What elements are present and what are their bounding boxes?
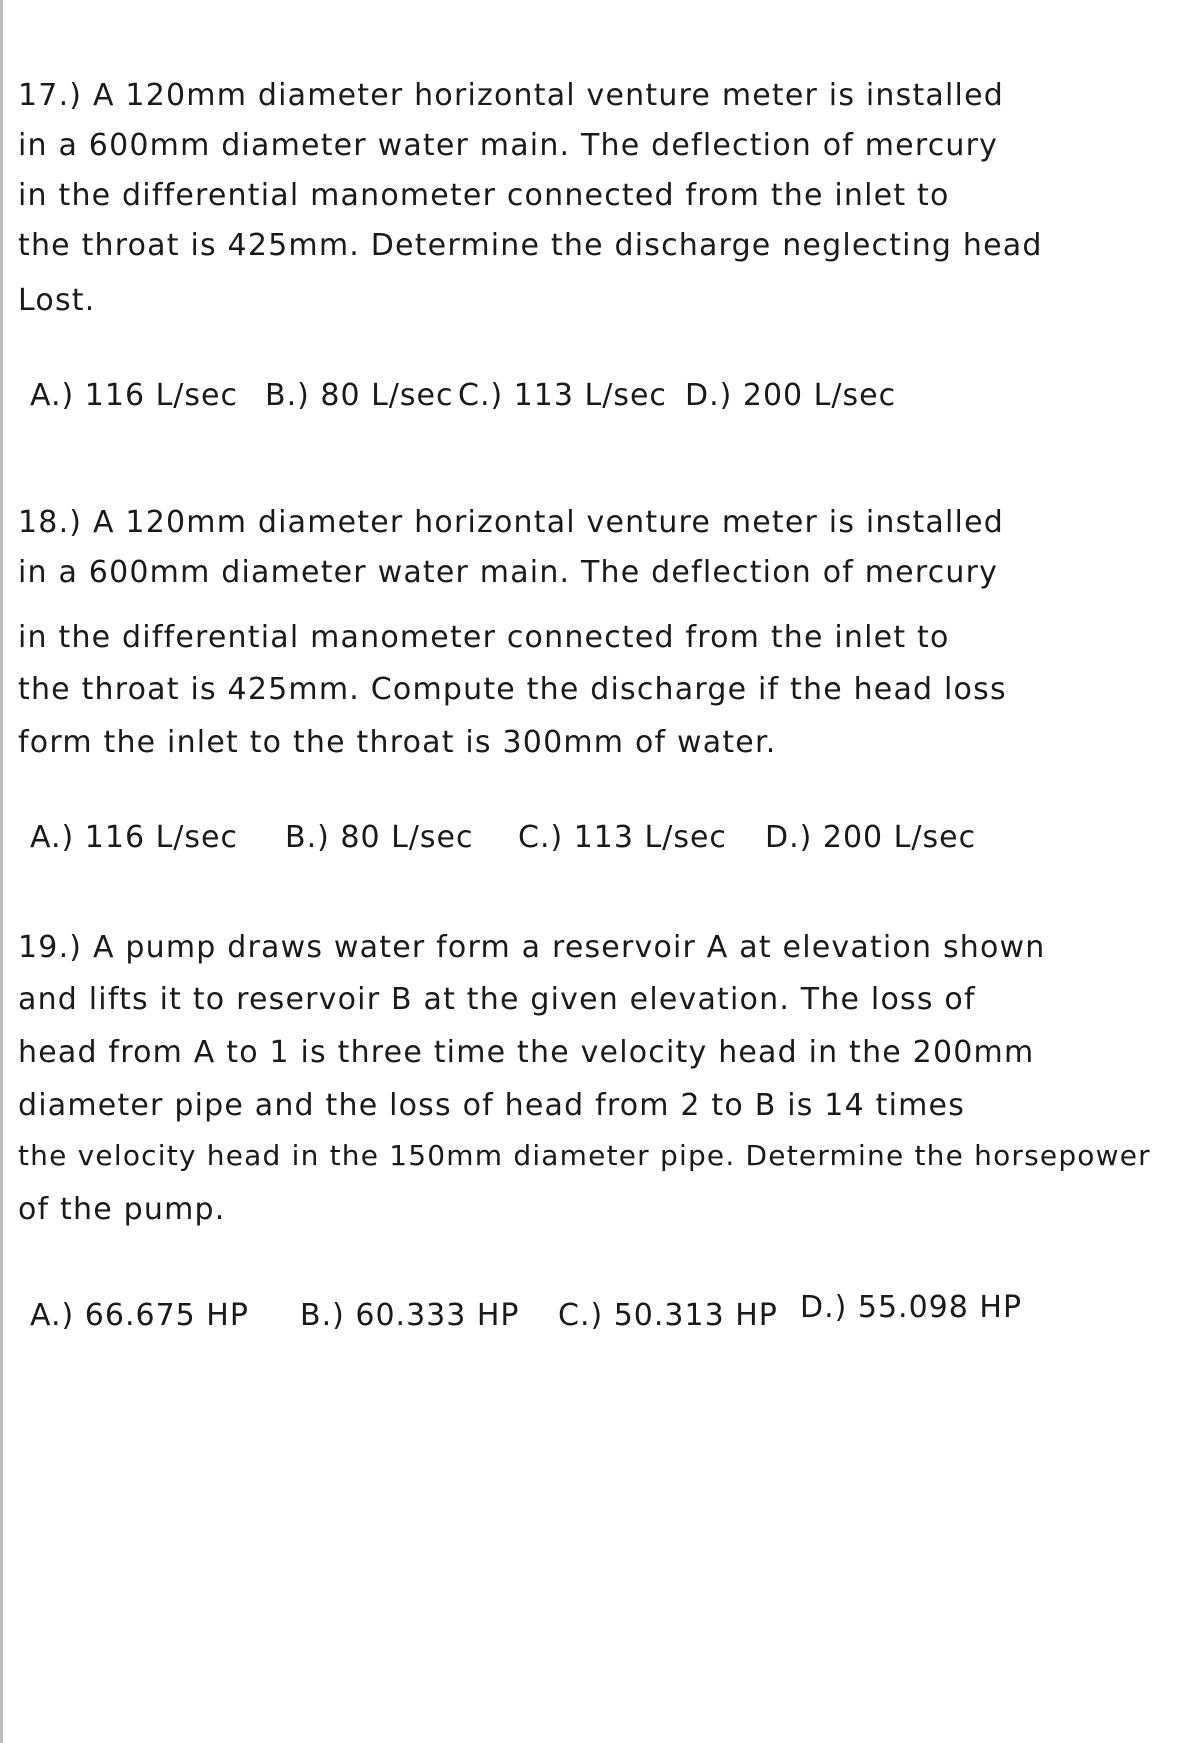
question-19-line-5: the velocity head in the 150mm diameter pipe. Determine the horsepower [18,1139,1151,1172]
question-17-line-2: in a 600mm diameter water main. The deflection of mercury [18,128,999,163]
page-edge-shadow [0,0,3,1743]
question-19-line-3: head from A to 1 is three time the velocity head in the 200mm [18,1035,1035,1070]
question-17-option-d: D.) 200 L/sec [685,378,897,413]
question-18-line-3: in the differential manometer connected from the inlet to [18,620,950,655]
question-18-option-b: B.) 80 L/sec [285,820,474,855]
question-18-option-a: A.) 116 L/sec [30,820,238,855]
question-19-option-b: B.) 60.333 HP [300,1298,520,1333]
question-17-line-4: the throat is 425mm. Determine the discharge neglecting head [18,228,1043,263]
question-18-line-1: 18.) A 120mm diameter horizontal venture meter is installed [18,505,1004,540]
question-19-option-a: A.) 66.675 HP [30,1298,249,1333]
question-17-option-b: B.) 80 L/sec [265,378,454,413]
question-17-option-a: A.) 116 L/sec [30,378,238,413]
question-19-line-4: diameter pipe and the loss of head from 2 to B is 14 times [18,1088,966,1123]
question-17-line-5: Lost. [18,283,96,318]
question-19-line-2: and lifts it to reservoir B at the given elevation. The loss of [18,982,976,1017]
question-17-line-3: in the differential manometer connected from the inlet to [18,178,950,213]
question-18-line-2: in a 600mm diameter water main. The deflection of mercury [18,555,999,590]
question-18-line-5: form the inlet to the throat is 300mm of water. [18,725,777,760]
question-19-line-1: 19.) A pump draws water form a reservoir A at elevation shown [18,930,1046,965]
question-18-line-4: the throat is 425mm. Compute the discharge if the head loss [18,672,1007,707]
question-18-option-d: D.) 200 L/sec [765,820,977,855]
question-19-option-d: D.) 55.098 HP [800,1290,1023,1325]
question-19-line-6: of the pump. [18,1192,226,1227]
question-17-option-c: C.) 113 L/sec [458,378,667,413]
question-18-option-c: C.) 113 L/sec [518,820,727,855]
question-19-option-c: C.) 50.313 HP [558,1298,778,1333]
question-17-line-1: 17.) A 120mm diameter horizontal venture meter is installed [18,78,1004,113]
